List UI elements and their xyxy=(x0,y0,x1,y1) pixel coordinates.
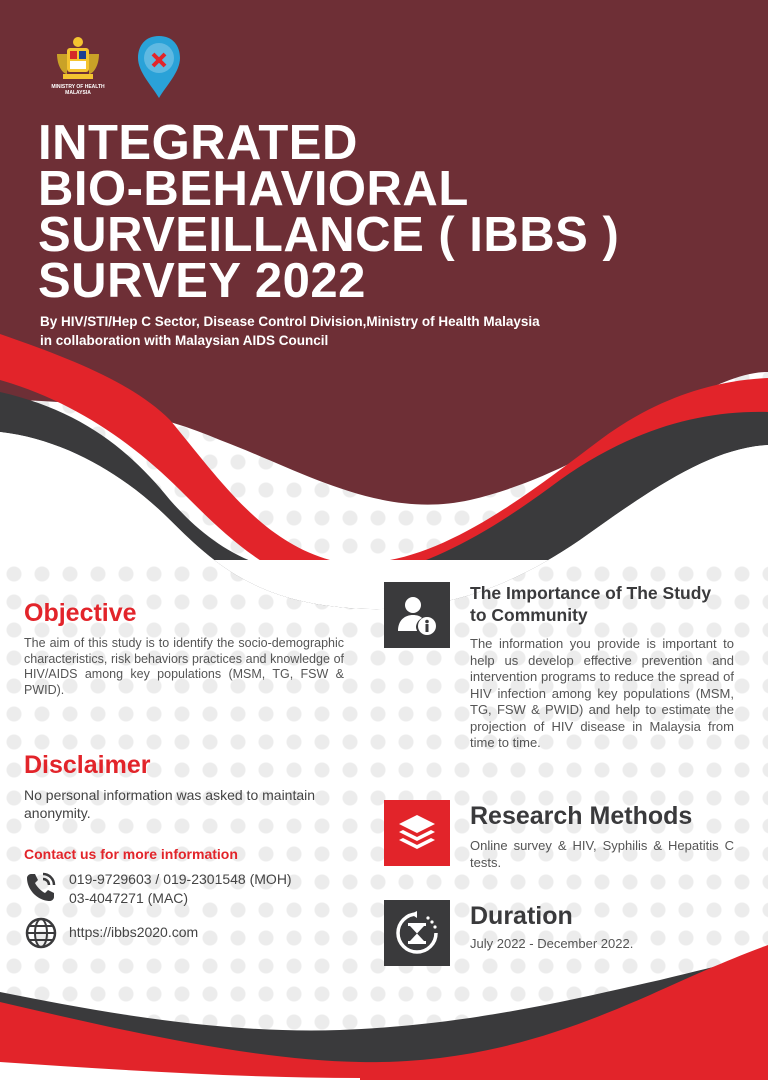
importance-title xyxy=(470,582,734,626)
objective-section xyxy=(24,598,344,698)
contact-phone-1[interactable]: 019-9729603 / 019-2301548 (MOH) xyxy=(69,871,292,887)
logo-group xyxy=(48,34,188,104)
importance-title-line-2: to Community xyxy=(470,605,588,625)
subtitle-line-2: in collaboration with Malaysian AIDS Council xyxy=(40,333,329,348)
importance-body: The information you provide is important to help us develop effective prevention and intervention programs to reduce the spread of HIV infection among key populations (MSM, TG, FSW & PWID) and help to estimate the projection of HIV disease in Malaysia from time to time. xyxy=(470,636,734,750)
poster-title xyxy=(38,116,738,308)
moh-caption: MINISTRY OF HEALTH MALAYSIA xyxy=(51,84,105,96)
aids-council-logo xyxy=(134,34,184,100)
methods-title: Research Methods xyxy=(470,802,693,830)
objective-body: The aim of this study is to identify the socio-demographic characteristics, risk behaviors practices and knowledge of HIV/AIDS among key populations (MSM, TG, FSW & PWID). xyxy=(24,636,344,697)
disclaimer-body: No personal information was asked to maintain anonymity. xyxy=(24,787,316,821)
contact-phone-2[interactable]: 03-4047271 (MAC) xyxy=(69,890,189,906)
methods-body: Online survey & HIV, Syphilis & Hepatitis C tests. xyxy=(470,838,734,870)
title-line-1: INTEGRATED xyxy=(38,116,358,170)
disclaimer-title: Disclaimer xyxy=(24,751,151,779)
hourglass-timer-icon xyxy=(384,900,450,966)
duration-title: Duration xyxy=(470,902,573,930)
contact-title: Contact us for more information xyxy=(24,846,238,862)
title-line-3: SURVEILLANCE ( IBBS ) xyxy=(38,208,620,262)
importance-title-line-1: The Importance of The Study xyxy=(470,583,712,603)
contact-section xyxy=(24,846,344,940)
title-line-2: BIO-BEHAVIORAL xyxy=(38,162,469,216)
contact-website-link[interactable]: https://ibbs2020.com xyxy=(69,924,199,940)
globe-icon xyxy=(24,916,58,950)
contact-web-row xyxy=(24,916,198,950)
user-info-icon xyxy=(384,582,450,648)
duration-body: July 2022 - December 2022. xyxy=(470,936,634,951)
poster-subtitle xyxy=(40,312,640,350)
contact-phone-row xyxy=(24,870,292,908)
subtitle-line-1: By HIV/STI/Hep C Sector, Disease Control Division,Ministry of Health Malaysia xyxy=(40,314,540,329)
disclaimer-section xyxy=(24,750,344,822)
phone-icon xyxy=(24,870,58,904)
title-line-4: SURVEY 2022 xyxy=(38,254,366,308)
moh-crest-logo xyxy=(48,34,108,104)
objective-title: Objective xyxy=(24,599,137,627)
layers-icon xyxy=(384,800,450,866)
